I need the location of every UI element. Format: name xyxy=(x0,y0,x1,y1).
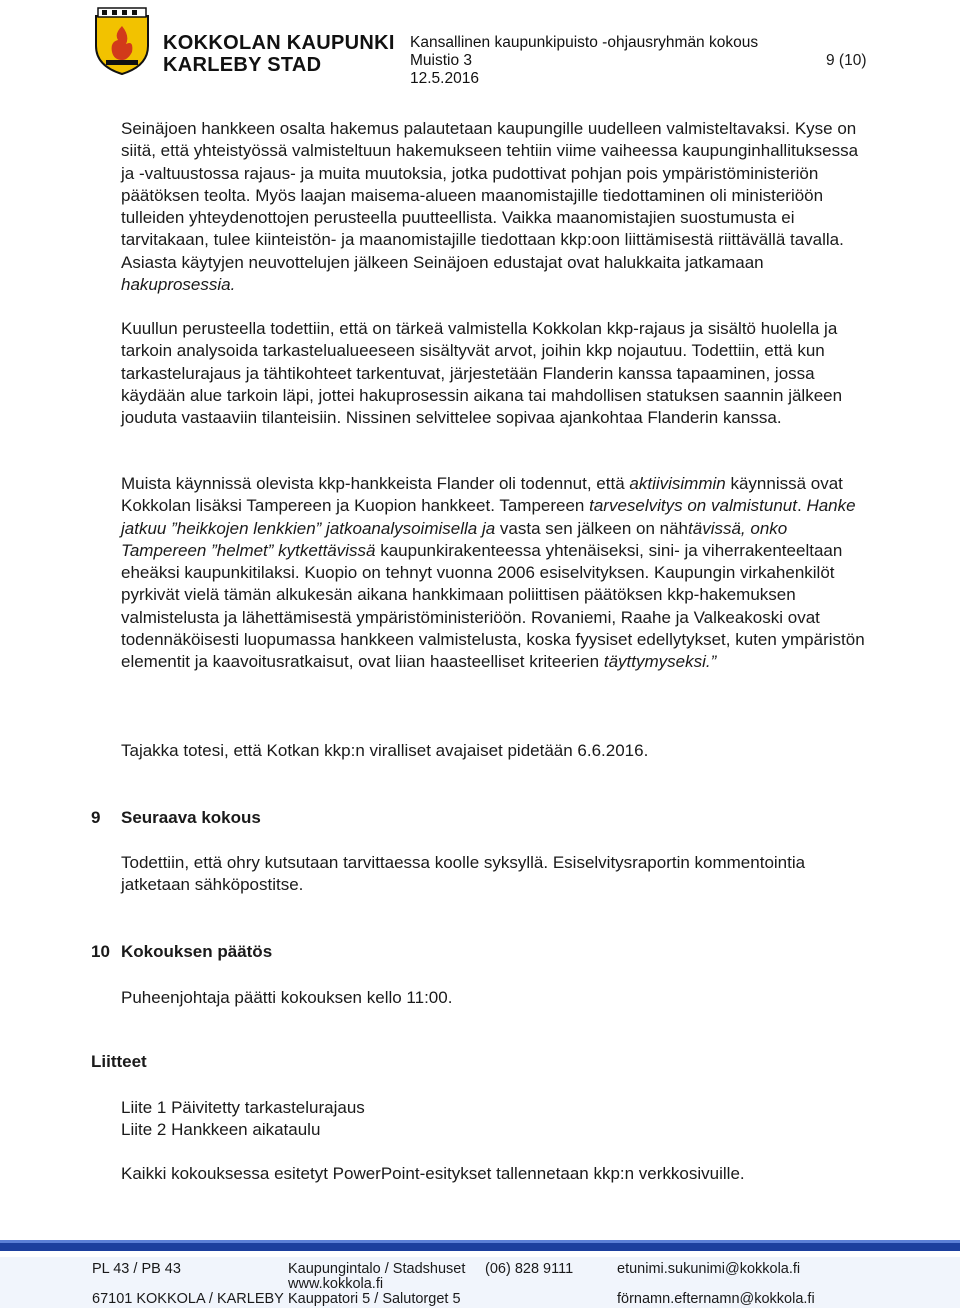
attachments-list xyxy=(121,1097,866,1142)
footer-website[interactable]: www.kokkola.fi xyxy=(288,1276,384,1292)
attachment-item: Liite 1 Päivitetty tarkastelurajaus xyxy=(121,1098,365,1117)
attachments-note: Kaikki kokouksessa esitetyt PowerPoint-esitykset tallennetaan kkp:n verkkosivuille. xyxy=(121,1164,745,1183)
org-name-swedish: KARLEBY STAD xyxy=(163,54,322,76)
section-9-text: Todettiin, että ohry kutsutaan tarvittaessa koolle syksyllä. Esiselvitysraportin kommentointia jatketaan sähköpostitse. xyxy=(121,853,806,895)
footer-building: Kaupungintalo / Stadshuset xyxy=(288,1261,466,1277)
paragraph-other-projects: Muista käynnissä olevista kkp-hankkeista Flander oli todennut, että aktiivisimmin käynnissä ovat Kokkolan lisäksi Tampereen ja Kuopion hankkeet. Tampereen tarveselvitys on valmistunut. Hanke jatkuu ”heikkojen lenkkien” jatkoanalysoimisella ja vasta sen jälkeen on nähtävissä, onko Tampereen ”helmet” kytkettävissä kaupunkirakenteessa yhtenäiseksi, sini- ja viherrakenteeltaan eheäksi kaupunkitilaksi. Kuopio on tehnyt vuonna 2006 esiselvityksen. Kaupungin virkahenkilöt pyrkivät vielä tämän alkukesän aikana hankkimaan poliittisen päätöksen kkp-hakemuksen valmistelusta ja lähettämisestä ympäristöministeriöön. Rovaniemi, Raahe ja Valkeakoski ovat todennäköisesti luopumassa hankkeen valmistelusta, koska fyysiset edellytykset, kuten ympäristön elementit ja kaavoitusratkaisut, ovat liian haasteelliset kriteerien täyttymyseksi.” xyxy=(121,474,865,672)
document-id: Muistio 3 xyxy=(410,52,473,69)
city-logo xyxy=(88,6,395,76)
footer-street: Kauppatori 5 / Salutorget 5 xyxy=(288,1291,461,1307)
footer-postal: 67101 KOKKOLA / KARLEBY xyxy=(92,1291,284,1307)
paragraph-kotka: Tajakka totesi, että Kotkan kkp:n viralliset avajaiset pidetään 6.6.2016. xyxy=(121,741,649,760)
coat-of-arms-icon xyxy=(88,6,156,76)
attachments-heading: Liitteet xyxy=(91,1052,147,1071)
footer-address: PL 43 / PB 43 xyxy=(92,1261,181,1277)
section-heading-9: 9 Seuraava kokous xyxy=(91,808,261,827)
footer-email-swedish[interactable]: förnamn.efternamn@kokkola.fi xyxy=(617,1291,815,1307)
paragraph-kokkola: Kuullun perusteella todettiin, että on tärkeä valmistella Kokkolan kkp-rajaus ja sisältö huolella ja tarkoin analysoida tarkastelualueeseen sisältyvät arvot, joihin kkp nojautuu. Todettiin, että kun tarkastelurajaus ja tähtikohteet tarkentuvat, järjestetään Flanderin kanssa tapaaminen, jossa käydään alue tarkoin läpi, jottei hakuprosessin aikana tai mahdollisen statuksen saannin jälkeen jouduta vastaaviin tilanteisiin. Nissinen selvittelee sopivaa ajankohtaa Flanderin kanssa. xyxy=(121,319,843,428)
footer xyxy=(0,1257,960,1308)
document-header xyxy=(410,34,758,88)
document-date: 12.5.2016 xyxy=(410,70,479,87)
attachment-item: Liite 2 Hankkeen aikataulu xyxy=(121,1120,321,1140)
footer-divider xyxy=(0,1240,960,1251)
meeting-title: Kansallinen kaupunkipuisto -ohjausryhmän kokous xyxy=(410,34,759,51)
section-10-text: Puheenjohtaja päätti kokouksen kello 11:00. xyxy=(121,988,453,1007)
org-name-finnish: KOKKOLAN KAUPUNKI xyxy=(163,32,395,54)
paragraph-seinajoki: Seinäjoen hankkeen osalta hakemus palautetaan kaupungille uudelleen valmisteltavaksi. Kyse on siitä, että yhteistyössä valmisteltuun hakemukseen tehtiin viime vaiheessa kaupunginhallituksessa ja -valtuustossa rajaus- ja muita muutoksia, jotka pudottivat pohjan pois ympäristöministeriön päätöksen teolta. Myös laajan maisema-alueen maanomistajille tiedottaminen oli ministeriöön tulleiden yhteydenottojen perusteella puutteellista. Vaikka maanomistajien suostumusta ei tarvitakaan, tulee kiinteistön- ja maanomistajille tiedottaan kkp:oon liittämisestä riittävällä tavalla. Asiasta käytyjen neuvottelujen jälkeen Seinäjoen edustajat ovat halukkaita jatkamaan hakuprosessia. xyxy=(121,119,859,295)
footer-email-finnish[interactable]: etunimi.sukunimi@kokkola.fi xyxy=(617,1261,801,1277)
footer-phone: (06) 828 9111 xyxy=(485,1261,574,1277)
section-heading-10: 10 Kokouksen päätös xyxy=(91,942,273,961)
page-number: 9 (10) xyxy=(826,52,867,69)
